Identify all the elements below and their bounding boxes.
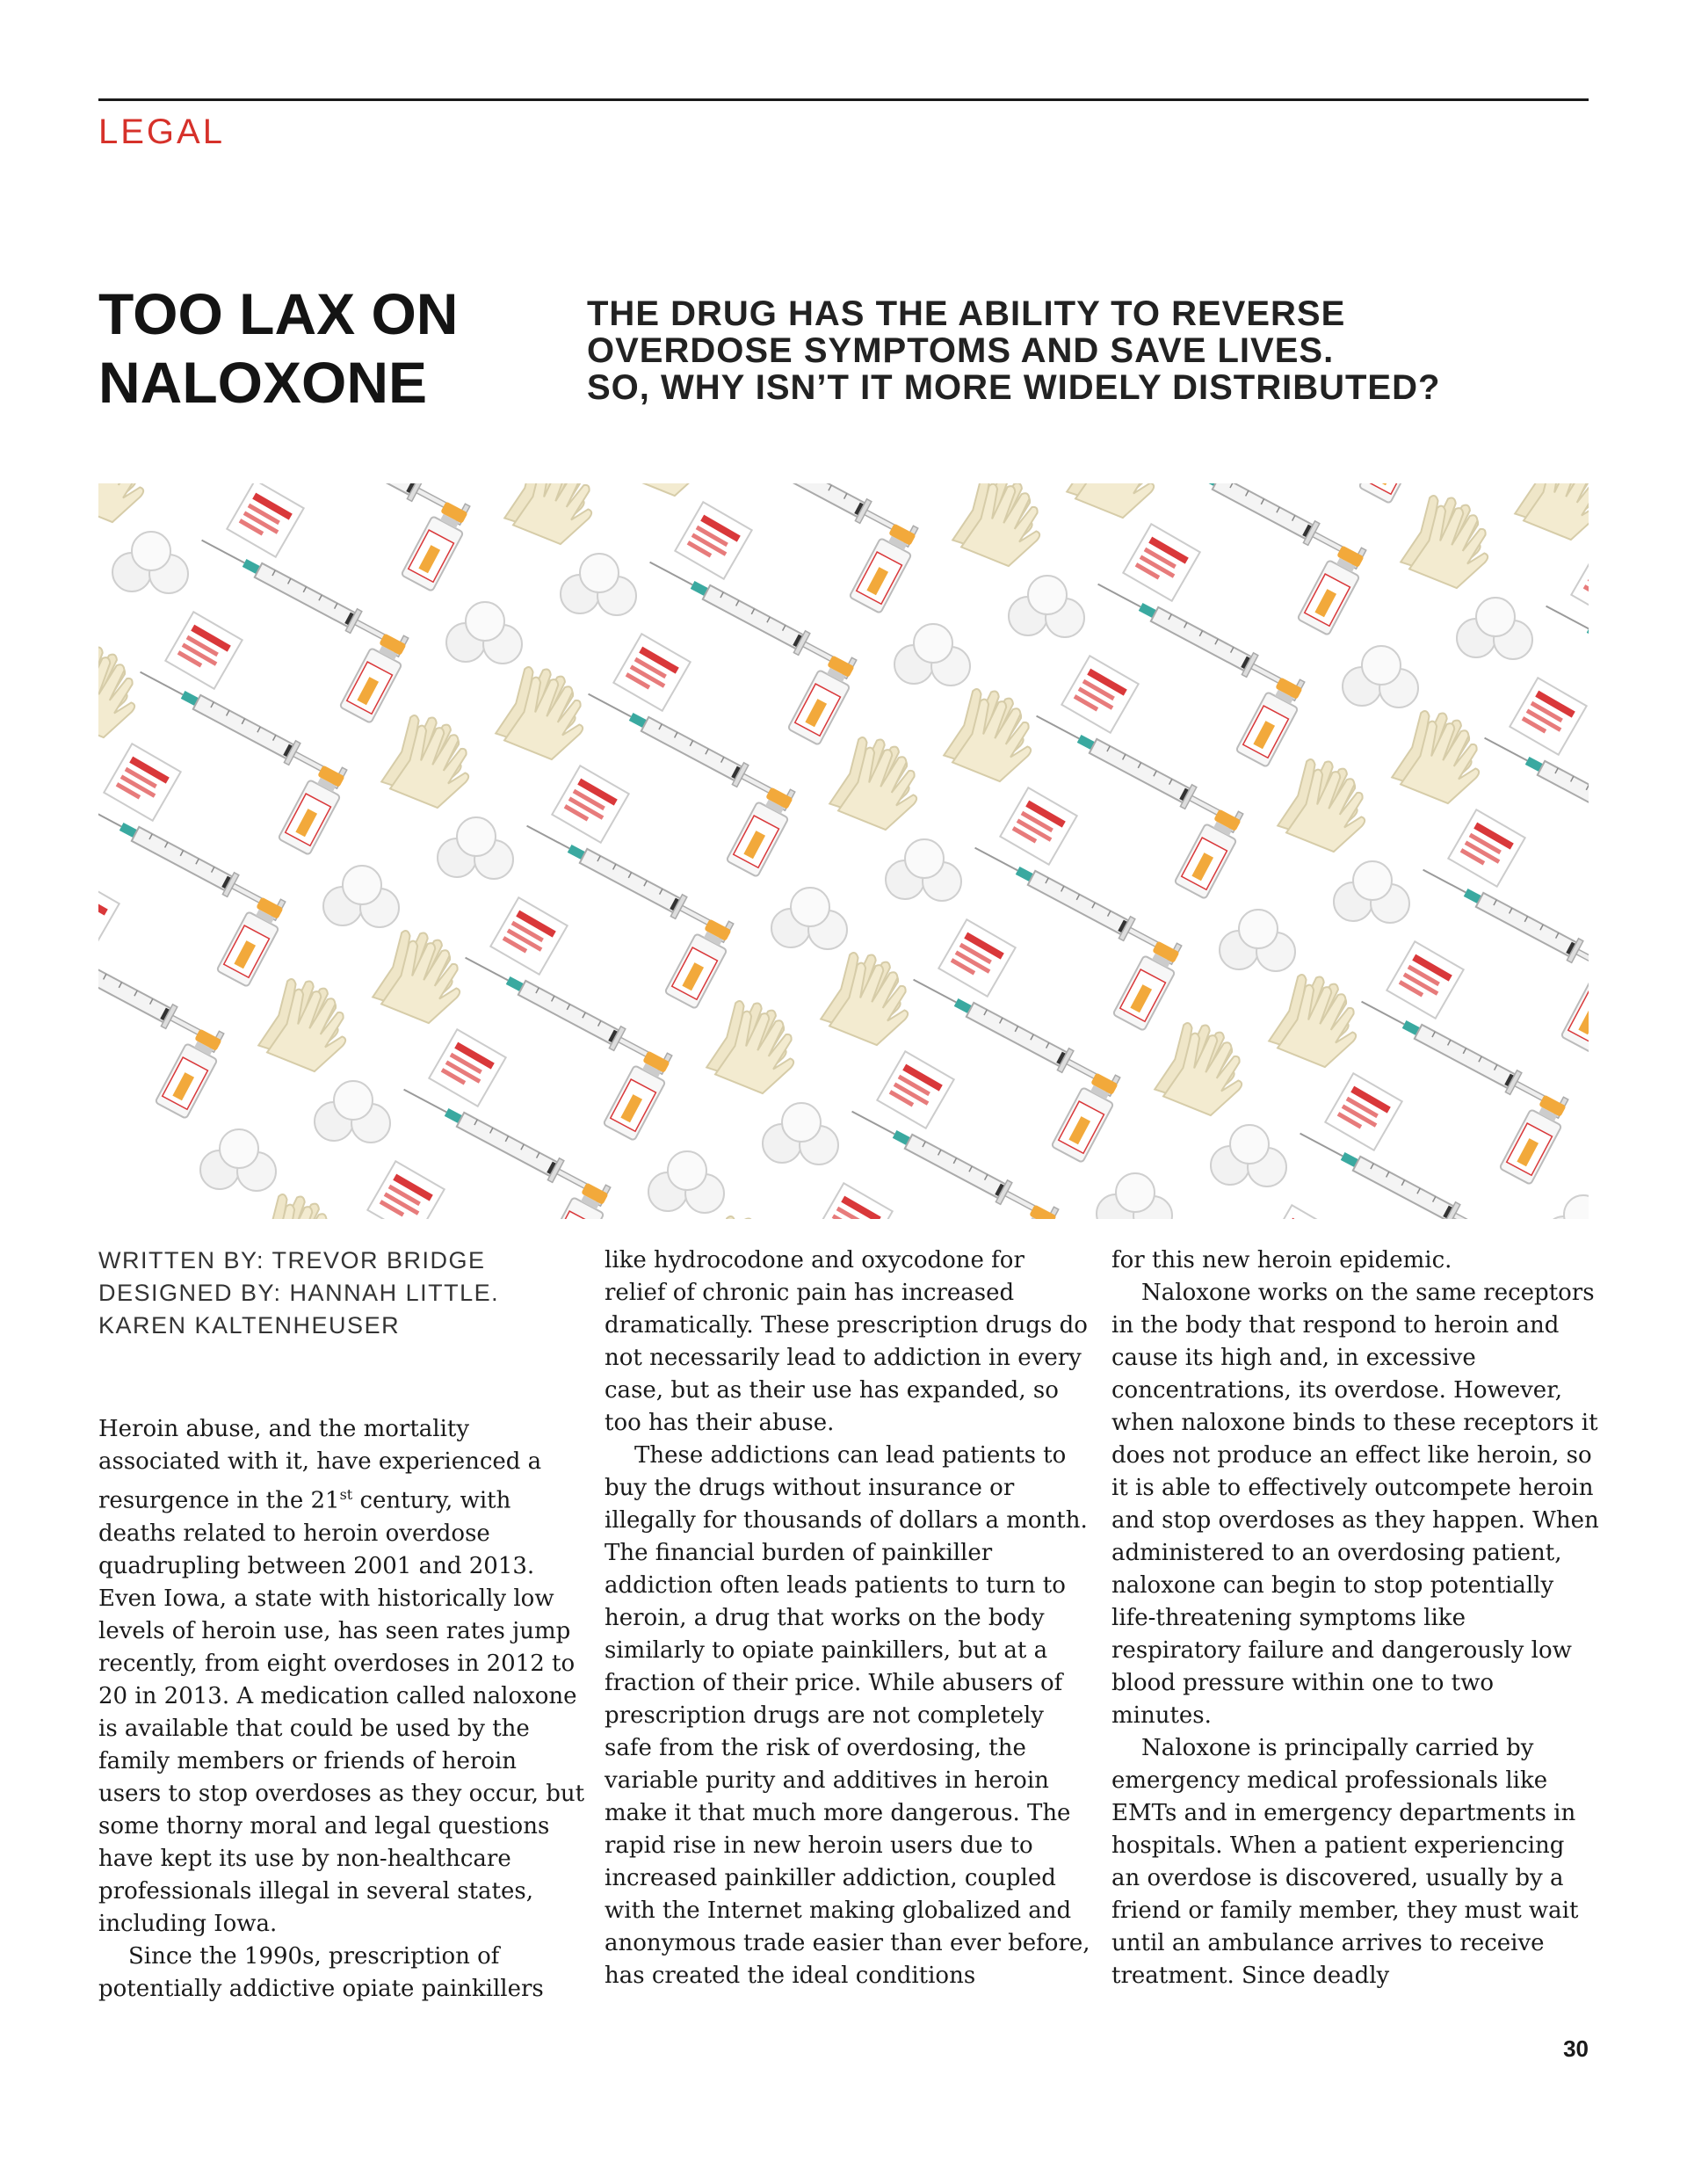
glove-icon <box>248 1187 351 1219</box>
byline-designer-2: KAREN KALTENHEUSER <box>98 1312 401 1339</box>
glove-icon <box>1513 483 1589 546</box>
alcohol-pad-icon <box>1000 787 1076 864</box>
vial-icon <box>1113 939 1184 1031</box>
cotton-balls-icon <box>446 602 522 664</box>
cotton-balls-icon <box>1457 598 1532 659</box>
cotton-balls-icon <box>648 1151 724 1213</box>
alcohol-pad-icon <box>877 1051 953 1128</box>
glove-icon <box>942 682 1046 787</box>
deck-line-2: OVERDOSE SYMPTOMS AND SAVE LIVES. <box>587 331 1335 370</box>
cotton-balls-icon <box>315 1081 390 1143</box>
glove-icon <box>951 483 1054 572</box>
byline-writer: WRITTEN BY: TREVOR BRIDGE <box>98 1247 486 1273</box>
alcohol-pad-icon <box>1387 941 1463 1018</box>
section-label: LEGAL <box>98 112 225 151</box>
alcohol-pad-icon <box>815 1183 892 1219</box>
cotton-balls-icon <box>1334 861 1409 923</box>
paragraph-3-continued: for this new heroin epidemic. <box>1111 1247 1452 1273</box>
cotton-balls-icon <box>771 888 847 949</box>
glove-icon <box>819 946 923 1051</box>
page-number: 30 <box>1563 2035 1589 2062</box>
alcohol-pad-icon <box>165 612 242 688</box>
headline-line-2: NALOXONE <box>98 350 428 415</box>
alcohol-pad-icon <box>1571 546 1589 622</box>
paragraph-2-continued: like hydrocodone and oxycodone for relief of chronic pain has increased dramatically. These prescription drugs do not necessarily lead to addiction in every case, but as their use has expanded, so too has their abuse. <box>605 1247 1088 1436</box>
article-headline <box>98 279 555 417</box>
cotton-balls-icon <box>894 624 970 686</box>
alcohol-pad-icon <box>1061 656 1138 732</box>
vial-icon <box>665 917 736 1009</box>
glove-icon <box>1153 1016 1256 1121</box>
deck-line-1: THE DRUG HAS THE ABILITY TO REVERSE <box>587 294 1346 333</box>
vial-icon <box>1236 675 1307 767</box>
vial-icon <box>1561 961 1589 1053</box>
glove-icon <box>1399 489 1502 594</box>
article-column-1 <box>98 1413 586 2006</box>
alcohol-pad-icon <box>98 875 119 952</box>
alcohol-pad-icon <box>1263 1205 1340 1219</box>
vial-icon <box>604 1048 675 1141</box>
supply-pattern <box>98 483 1589 1219</box>
alcohol-pad-icon <box>1123 524 1199 600</box>
paragraph-1-text-b: century, with deaths related to heroin overdose quadrupling between 2001 and 2013. Even Iowa, a state with historically low levels of heroin use, has seen rates jump recently, from eight overdoses in 2012 to 20 in 2013. A medication called naloxone is available that could be used by the family members or friends of heroin users to stop overdoses as they occur, but some thorny moral and legal questions have kept its use by non-healthcare professionals illegal in several states, including Iowa. <box>98 1487 585 1937</box>
alcohol-pad-icon <box>429 1029 505 1106</box>
paragraph-5: Naloxone is principally carried by emergency medical professionals like EMTs and in emergency departments in hospitals. When a patient experiencing an overdose is discovered, usually by a friend or family member, they must wait until an ambulance arrives to receive treatment. Since deadly <box>1111 1735 1579 1989</box>
medical-supplies-pattern <box>98 483 1589 1219</box>
glove-icon <box>617 483 720 502</box>
glove-icon <box>257 972 360 1077</box>
glove-icon <box>1065 483 1169 524</box>
alcohol-pad-icon <box>227 483 303 557</box>
cotton-balls-icon <box>200 1129 276 1191</box>
glove-icon <box>1276 752 1379 858</box>
glove-icon <box>98 638 149 744</box>
cotton-balls-icon <box>561 554 636 615</box>
paragraph-4: Naloxone works on the same receptors in the body that respond to heroin and cause its high and, in excessive concentrations, its overdose. However, when naloxone binds to these receptors it does not produce an effect like heroin, so it is able to effectively outcompete heroin and stop overdoses as they happen. When administered to an overdosing patient, naloxone can begin to stop potentially life-threatening symptoms like respiratory failure and dangerously low blood pressure within one to two minutes. <box>1111 1280 1599 1729</box>
alcohol-pad-icon <box>613 634 690 710</box>
cotton-balls-icon <box>112 532 188 593</box>
alcohol-pad-icon <box>675 502 751 578</box>
vial-icon <box>1500 1092 1571 1185</box>
cotton-balls-icon <box>886 839 961 901</box>
glove-icon <box>494 660 597 765</box>
vial-icon <box>402 499 473 591</box>
alcohol-pad-icon <box>938 919 1015 996</box>
vial-icon <box>1359 483 1430 504</box>
paragraph-3: These addictions can lead patients to buy the drugs without insurance or illegally for thousands of dollars a month. The financial burden of painkiller addiction often leads patients to turn to heroin, a drug that works on the body similarly to opiate painkillers, but at a fraction of their price. While abusers of prescription drugs are not completely safe from the risk of overdosing, the variable purity and additives in heroin make it that much more dangerous. The rapid rise in new heroin users due to increased painkiller addiction, coupled with the Internet making globalized and anonymous trade easier than ever before, has created the ideal conditions <box>605 1442 1090 1989</box>
cotton-balls-icon <box>323 866 399 927</box>
deck-line-3: SO, WHY ISN’T IT MORE WIDELY DISTRIBUTED? <box>587 368 1441 407</box>
vial-icon <box>850 521 921 613</box>
cotton-balls-icon <box>1211 1125 1286 1186</box>
headline-line-1: TOO LAX ON <box>98 281 459 346</box>
glove-icon <box>1390 704 1494 809</box>
article-column-2 <box>605 1244 1092 1992</box>
vial-icon <box>788 653 859 745</box>
article-column-3 <box>1111 1244 1599 1992</box>
vial-icon <box>727 785 798 877</box>
alcohol-pad-icon <box>1448 809 1524 886</box>
glove-icon <box>705 994 808 1099</box>
byline-designer: DESIGNED BY: HANNAH LITTLE. <box>98 1280 500 1306</box>
glove-icon <box>371 924 474 1029</box>
glove-icon <box>828 730 931 836</box>
paragraph-1 <box>98 1413 586 1941</box>
vial-icon <box>217 895 288 987</box>
syringe-icon <box>1294 1122 1508 1219</box>
cotton-balls-icon <box>1220 910 1295 971</box>
article-deck <box>587 295 1597 406</box>
alcohol-pad-icon <box>552 765 628 842</box>
byline <box>98 1244 590 1342</box>
syringe-icon <box>846 1100 1060 1219</box>
vial-icon <box>279 763 350 855</box>
superscript-st: st <box>339 1486 353 1503</box>
vial-icon <box>340 631 411 723</box>
alcohol-pad-icon <box>490 897 567 974</box>
cotton-balls-icon <box>1545 1195 1589 1219</box>
cotton-balls-icon <box>1343 646 1418 707</box>
syringe-icon <box>98 793 286 922</box>
syringe-icon <box>337 1210 550 1219</box>
cotton-balls-icon <box>438 817 513 879</box>
hero-illustration <box>98 483 1589 1219</box>
paragraph-1-text-a: Heroin abuse, and the mortality associated with it, have experienced a resurgence in the 21 <box>98 1416 542 1514</box>
glove-icon <box>98 483 158 528</box>
paragraph-2: Since the 1990s, prescription of potentially addictive opiate painkillers <box>98 1942 544 2002</box>
alcohol-pad-icon <box>1325 1073 1401 1150</box>
alcohol-pad-icon <box>104 744 180 820</box>
vial-icon <box>1052 1070 1123 1163</box>
vial-icon <box>1298 543 1369 635</box>
top-rule <box>98 98 1589 101</box>
glove-icon <box>1267 968 1371 1073</box>
glove-icon <box>380 708 483 814</box>
cotton-balls-icon <box>1009 576 1084 637</box>
cotton-balls-icon <box>763 1103 838 1165</box>
alcohol-pad-icon <box>367 1161 444 1219</box>
alcohol-pad-icon <box>1510 678 1586 754</box>
cotton-balls-icon <box>1097 1173 1172 1219</box>
vial-icon <box>1175 807 1246 899</box>
glove-icon <box>503 483 606 550</box>
vial-icon <box>156 1027 227 1119</box>
vial-icon <box>542 1180 613 1219</box>
